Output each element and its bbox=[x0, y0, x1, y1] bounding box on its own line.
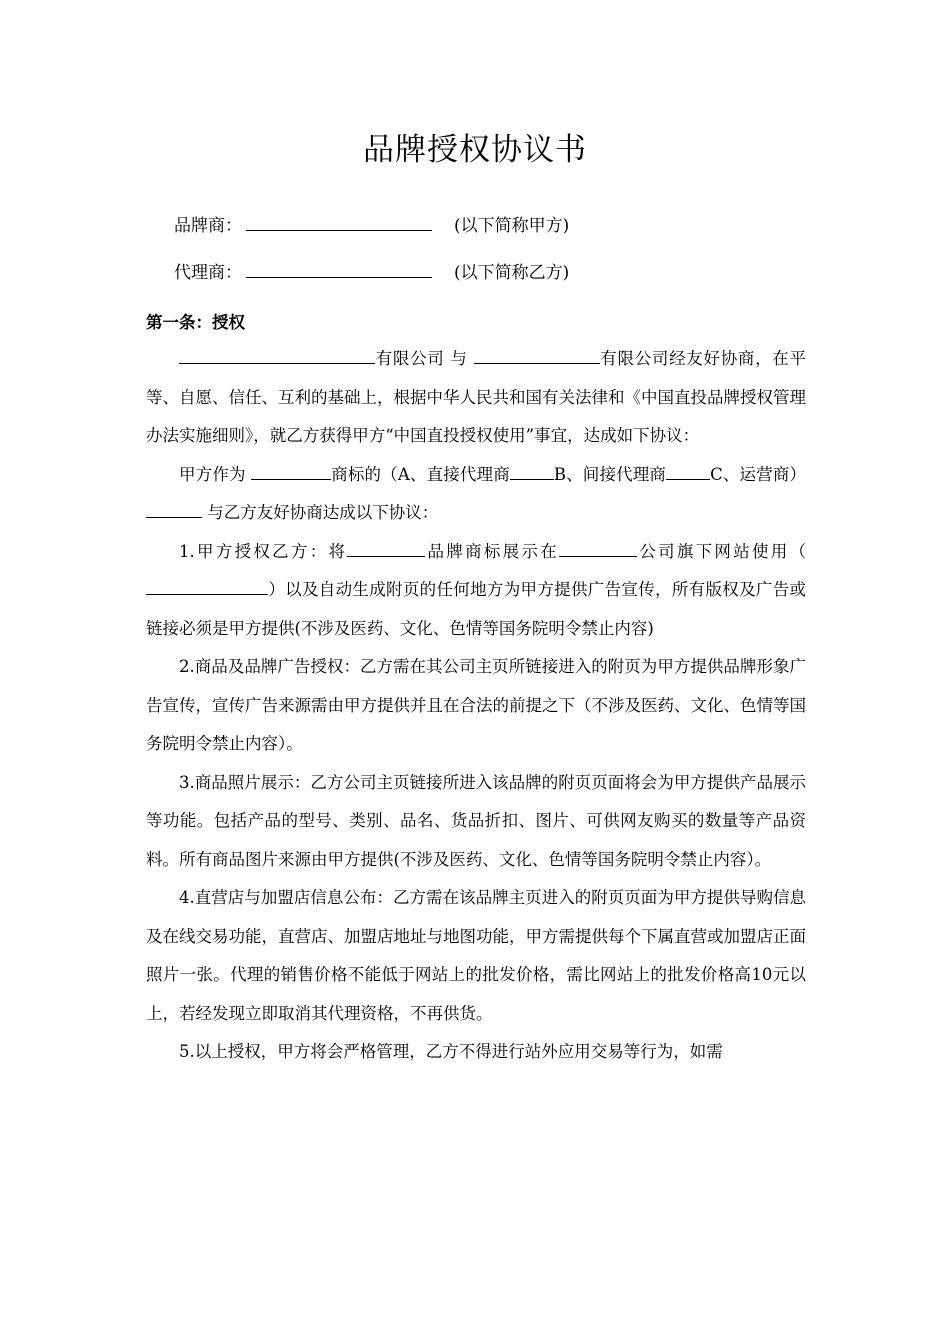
brand-owner-note: (以下简称甲方) bbox=[454, 216, 570, 236]
brand-owner-line bbox=[174, 212, 569, 240]
role-text-c: B、间接代理商 bbox=[553, 464, 667, 484]
website-blank bbox=[146, 576, 268, 595]
company-site-blank bbox=[559, 538, 637, 557]
clause-4: 4.直营店与加盟店信息公布：乙方需在该品牌主页进入的附页页面为甲方提供导购信息及在线交易功能，直营店、加盟店地址与地图功能，甲方需提供每个下属直营或加盟店正面照片一张。代理的销售价格不能低于网站上的批发价格，需比网站上的批发价格高10元以上，若经发现立即取消其代理资格，不再供货。 bbox=[146, 888, 806, 1023]
document-title: 品牌授权协议书 bbox=[363, 132, 587, 168]
intro-text-b: 有限公司经友好协商，在平等、自愿、信任、互利的基础上，根据中华人民共和国有关法律和《中国直投品牌授权管理办法实施细则》，就乙方获得甲方“中国直投授权使用”事宜，达成如下协议： bbox=[146, 349, 806, 445]
intro-paragraph bbox=[146, 340, 806, 456]
trademark-blank bbox=[251, 461, 331, 480]
clause-1-text-a: 1.甲方授权乙方：将 bbox=[179, 541, 348, 561]
document-body bbox=[146, 340, 806, 1072]
clause-3: 3.商品照片展示：乙方公司主页链接所进入该品牌的附页页面将会为甲方提供产品展示等功能。包括产品的型号、类别、品名、货品折扣、图片、可供网友购买的数量等产品资料。所有商品图片来源由甲方提供(不涉及医药、文化、色情等国务院明令禁止内容）。 bbox=[146, 772, 806, 869]
section-heading: 第一条：授权 bbox=[146, 313, 245, 332]
clause-1 bbox=[146, 533, 806, 649]
indirect-agent-blank bbox=[666, 461, 710, 480]
brand-owner-label: 品牌商： bbox=[174, 216, 242, 236]
role-text-d: C、运营商） bbox=[710, 464, 807, 484]
agent-label: 代理商： bbox=[174, 263, 242, 283]
brand-owner-blank bbox=[246, 212, 432, 231]
company-b-blank bbox=[474, 345, 600, 364]
role-text-e: 与乙方友好协商达成以下协议： bbox=[202, 503, 439, 522]
clause-1-text-d: ）以及自动生成附页的任何地方为甲方提供广告宣传，所有版权及广告或链接必须是甲方提供(不涉及医药、文化、色情等国务院明令禁止内容) bbox=[146, 580, 806, 638]
clause-1-text-b: 品牌商标展示在 bbox=[425, 541, 559, 561]
intro-text-a: 有限公司 与 bbox=[375, 349, 474, 368]
direct-agent-blank bbox=[510, 461, 554, 480]
role-paragraph bbox=[146, 456, 806, 533]
clause-1-text-c: 公司旗下网站使用（ bbox=[637, 541, 807, 561]
company-a-blank bbox=[179, 345, 375, 364]
brand-name-blank bbox=[347, 538, 425, 557]
role-text-b: 商标的（A、直接代理商 bbox=[331, 464, 510, 484]
role-text-a: 甲方作为 bbox=[179, 464, 252, 484]
agent-note: (以下简称乙方) bbox=[454, 263, 570, 283]
clause-2: 2.商品及品牌广告授权：乙方需在其公司主页所链接进入的附页为甲方提供品牌形象广告宣传，宣传广告来源需由甲方提供并且在合法的前提之下（不涉及医药、文化、色情等国务院明令禁止内容）。 bbox=[146, 657, 806, 753]
clause-5: 5.以上授权，甲方将会严格管理，乙方不得进行站外应用交易等行为，如需 bbox=[179, 1042, 723, 1061]
agent-line bbox=[174, 259, 569, 287]
operator-blank bbox=[146, 499, 202, 518]
agent-blank bbox=[246, 259, 432, 278]
